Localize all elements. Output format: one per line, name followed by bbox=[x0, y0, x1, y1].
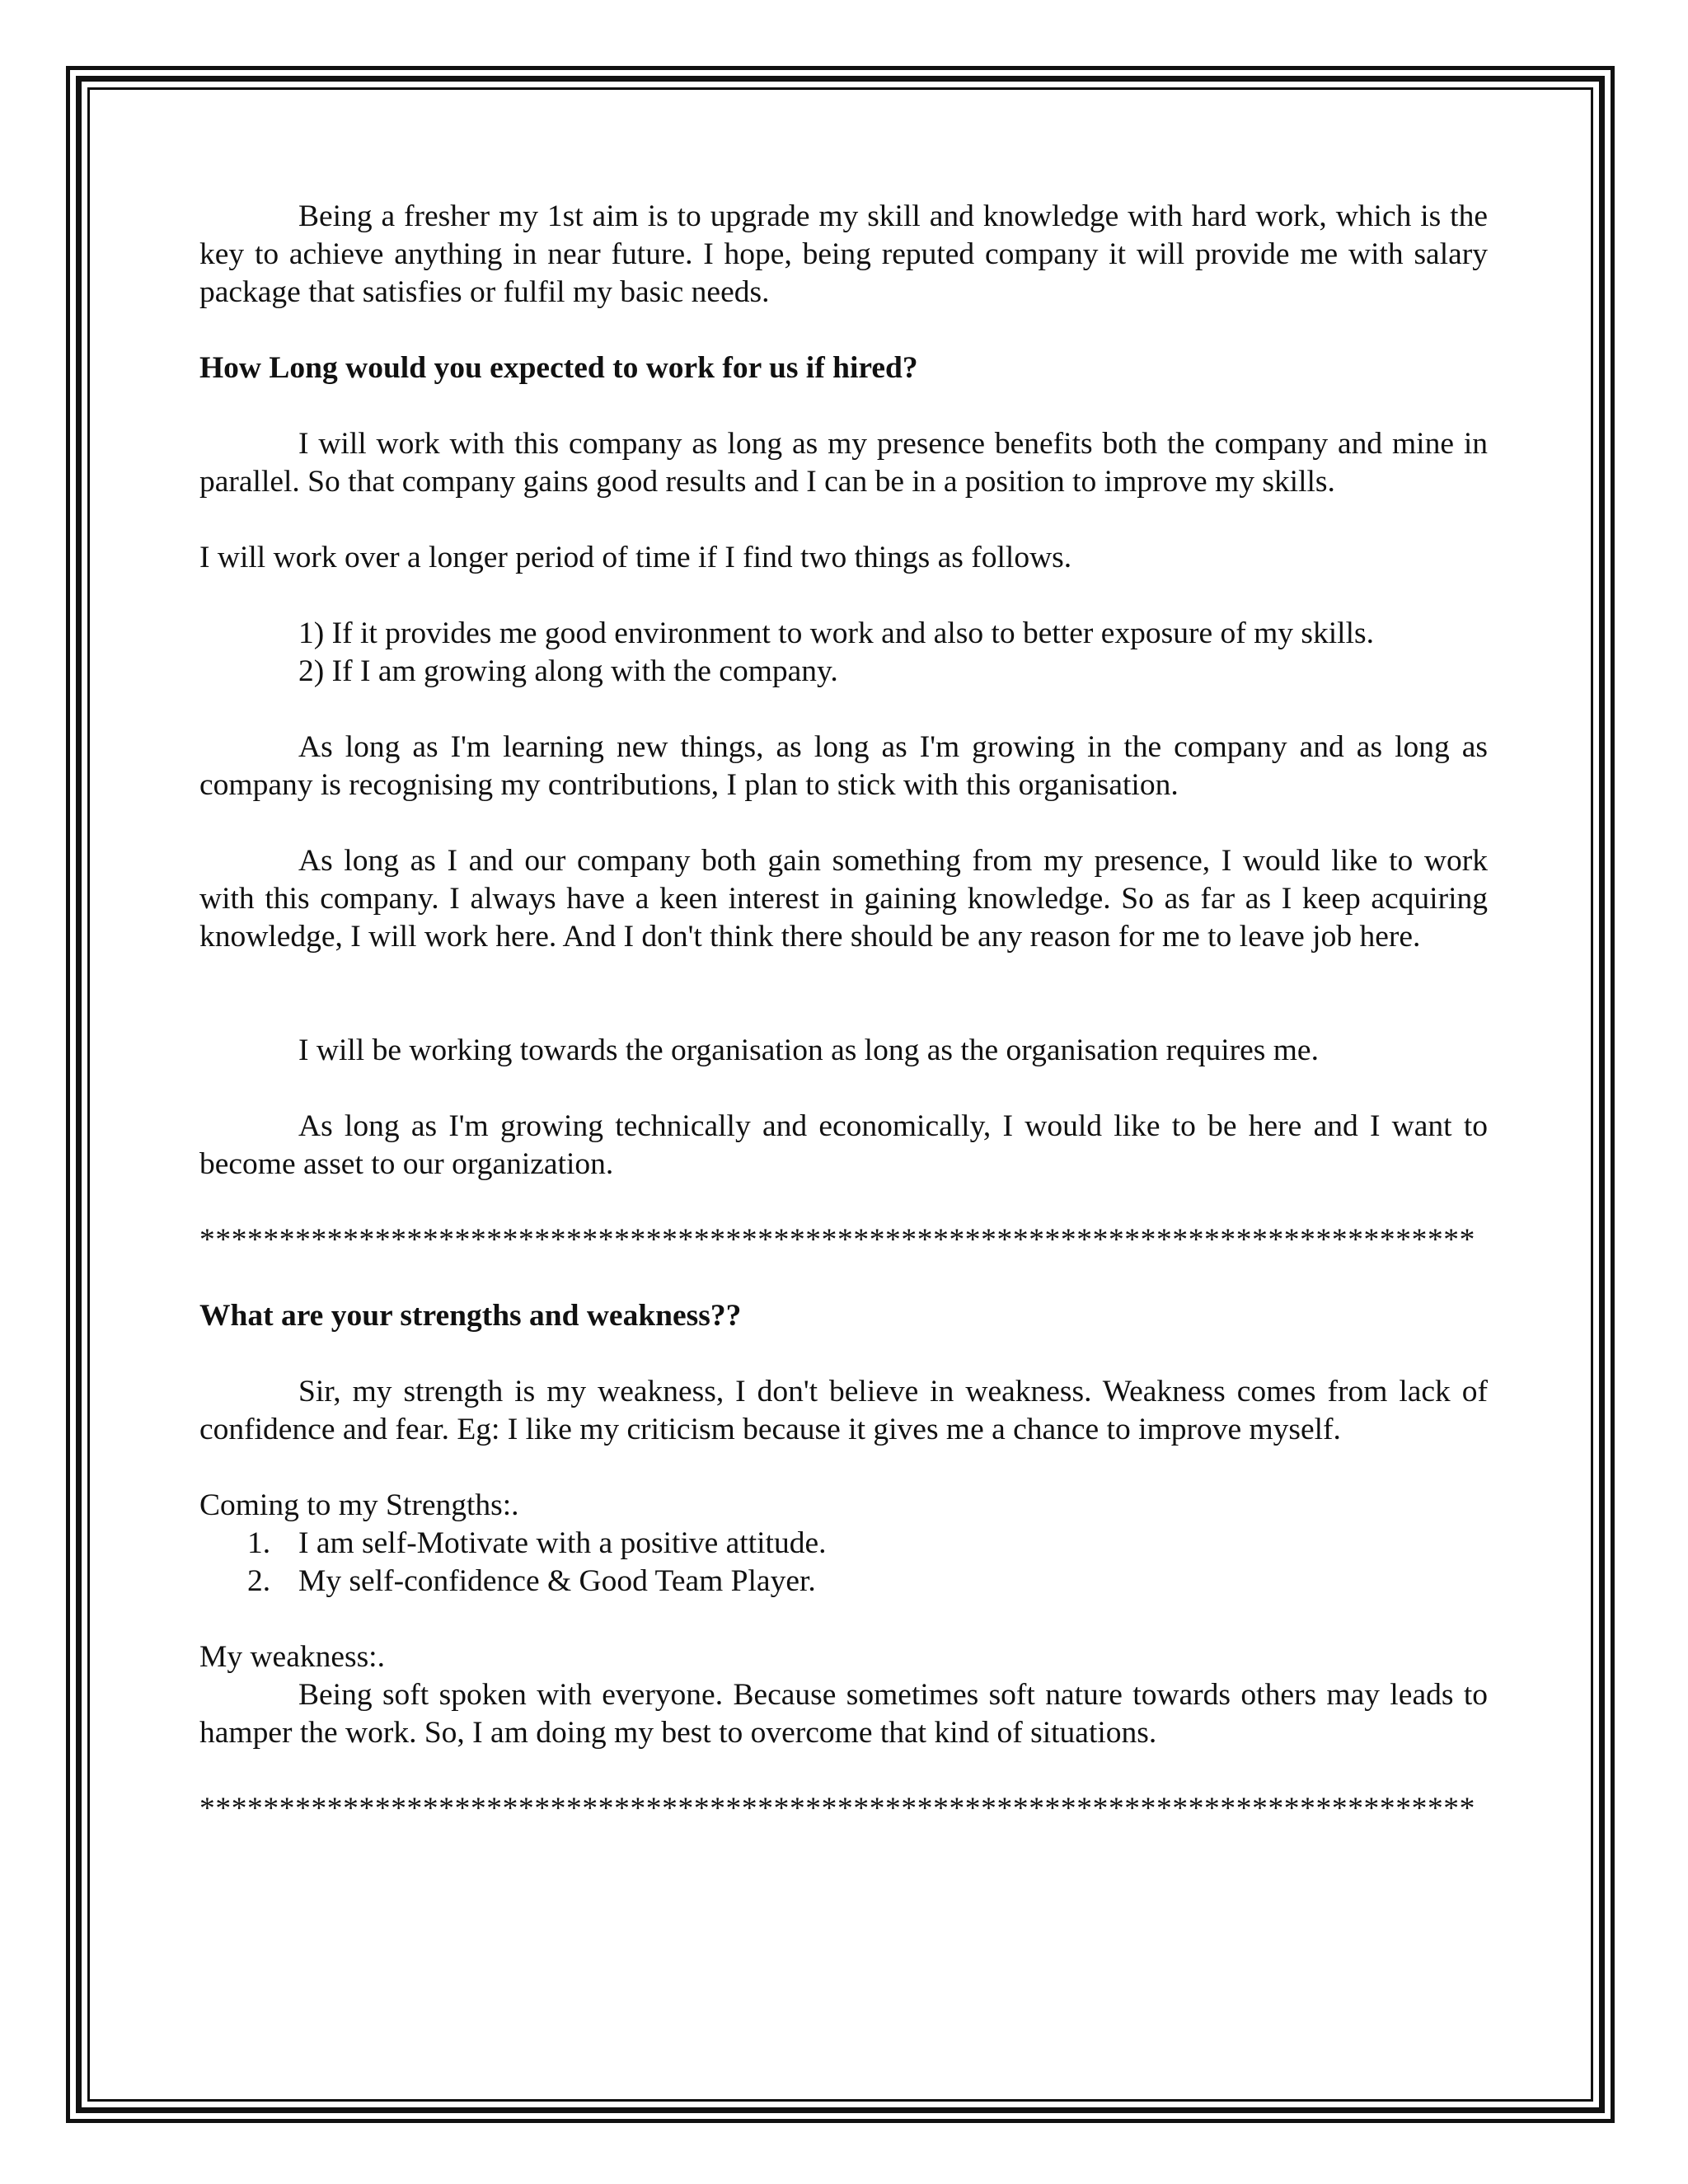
paragraph-fresher-aim: Being a fresher my 1st aim is to upgrade my skill and knowledge with hard work, which is the key to achieve anything in near future. I hope, being reputed company it will provide me with salary package that satisfies or fulfil my basic needs. bbox=[199, 199, 1488, 309]
question-heading-strengths-weakness: What are your strengths and weakness?? bbox=[199, 1299, 742, 1333]
separator-stars-2: ******************************************************************************** bbox=[199, 1792, 1475, 1825]
paragraph-strength-is-weakness: Sir, my strength is my weakness, I don't believe in weakness. Weakness comes from lack of confidence and fear. Eg: I like my criticism because it gives me a chance to improve myself. bbox=[199, 1375, 1488, 1446]
list-item-growing: 2) If I am growing along with the company. bbox=[298, 654, 838, 688]
list-item bbox=[199, 1525, 1488, 1563]
list-item-text: My self-confidence & Good Team Player. bbox=[298, 1564, 816, 1598]
strengths-heading: Coming to my Strengths:. bbox=[199, 1488, 519, 1522]
list-item-environment: 1) If it provides me good environment to work and also to better exposure of my skills. bbox=[298, 616, 1374, 650]
question-heading-how-long: How Long would you expected to work for us if hired? bbox=[199, 351, 918, 385]
paragraph-gain-something: As long as I and our company both gain something from my presence, I would like to work with this company. I always have a keen interest in gaining knowledge. So as far as I keep acquiring knowledge, I will work here. And I don't think there should be any reason for me to leave job here. bbox=[199, 844, 1488, 954]
separator-stars-1: ******************************************************************************** bbox=[199, 1223, 1475, 1257]
paragraph-work-with-company: I will work with this company as long as my presence benefits both the company and mine in parallel. So that company gains good results and I can be in a position to improve my skills. bbox=[199, 427, 1488, 499]
list-item-text: I am self-Motivate with a positive attitude. bbox=[298, 1526, 827, 1560]
list-item bbox=[199, 1563, 1488, 1601]
strengths-list bbox=[199, 1525, 1488, 1601]
document-body bbox=[199, 198, 1488, 1828]
list-number: 1. bbox=[247, 1526, 271, 1560]
paragraph-growing-technically: As long as I'm growing technically and economically, I would like to be here and I want to become asset to our organization. bbox=[199, 1109, 1488, 1181]
paragraph-two-things: I will work over a longer period of time if I find two things as follows. bbox=[199, 541, 1072, 574]
weakness-heading: My weakness:. bbox=[199, 1640, 385, 1674]
paragraph-organisation-requires: I will be working towards the organisation as long as the organisation requires me. bbox=[298, 1033, 1319, 1067]
paragraph-learning-new-things: As long as I'm learning new things, as long as I'm growing in the company and as long as company is recognising my contributions, I plan to stick with this organisation. bbox=[199, 730, 1488, 802]
list-number: 2. bbox=[247, 1564, 271, 1598]
paragraph-soft-spoken: Being soft spoken with everyone. Because sometimes soft nature towards others may leads to hamper the work. So, I am doing my best to overcome that kind of situations. bbox=[199, 1678, 1488, 1750]
